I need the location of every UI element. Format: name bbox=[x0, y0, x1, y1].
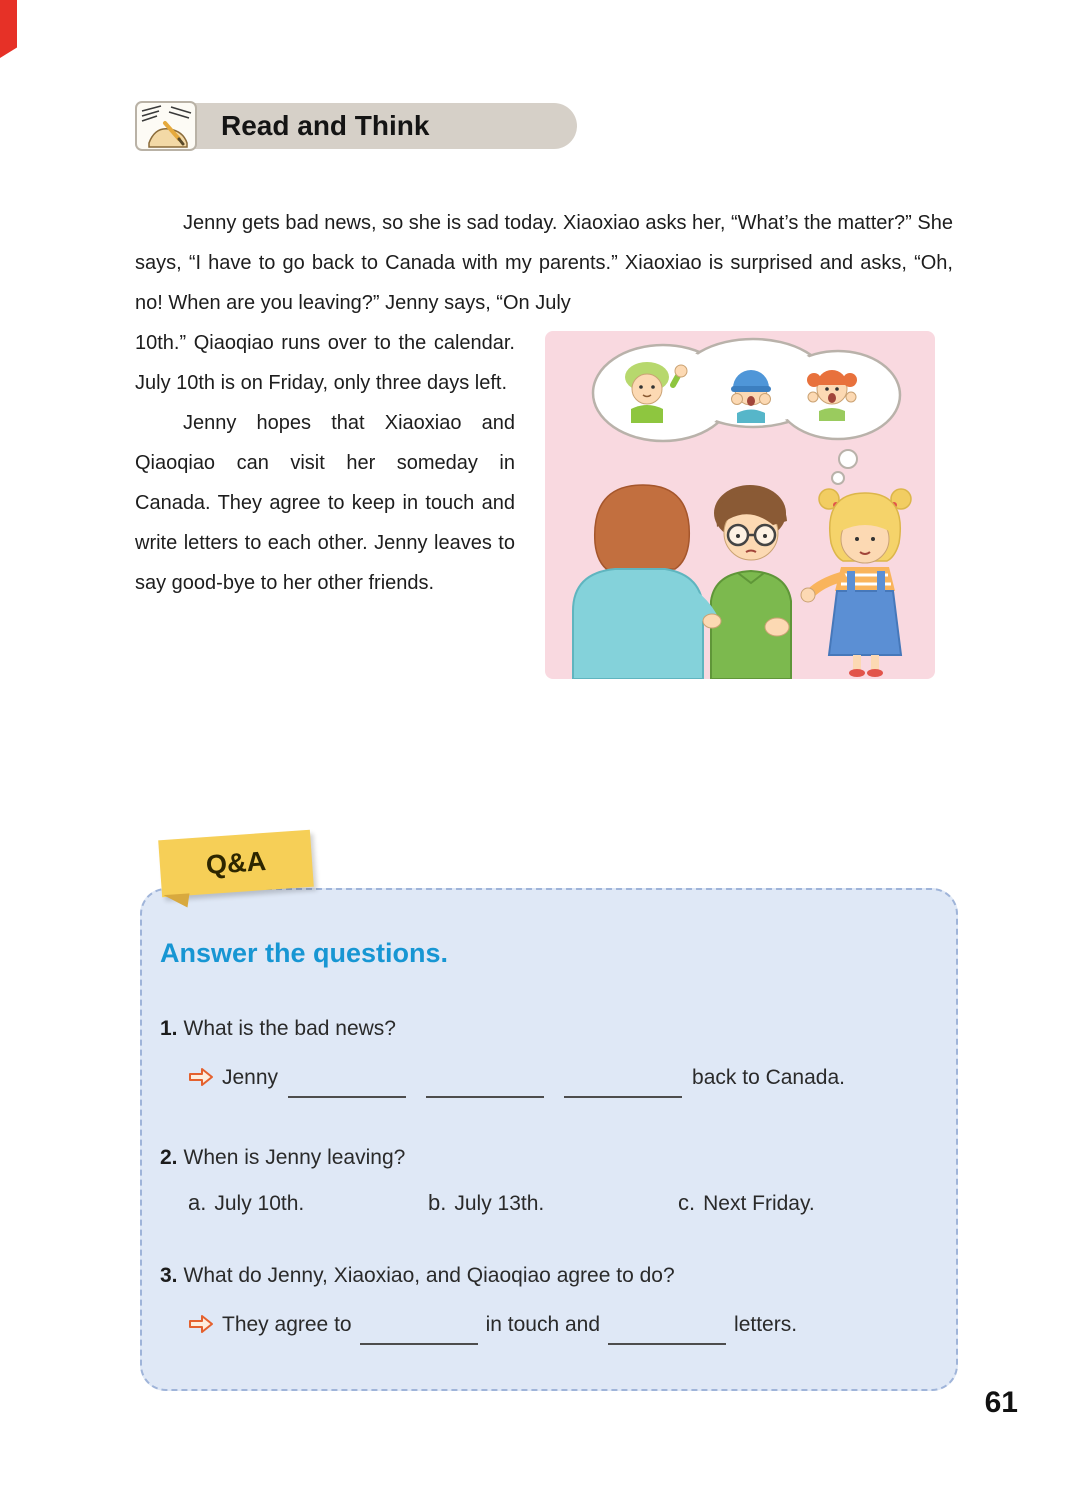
read-and-write-icon bbox=[135, 99, 199, 153]
right-arrow-icon bbox=[188, 1311, 214, 1345]
question-1 bbox=[160, 1013, 916, 1098]
option-b-label: b. bbox=[428, 1190, 447, 1215]
question-1-text: What is the bad news? bbox=[183, 1017, 396, 1040]
section-banner bbox=[159, 103, 577, 149]
question-2-number: 2. bbox=[160, 1146, 178, 1169]
answer-blank bbox=[288, 1076, 406, 1098]
question-2-text: When is Jenny leaving? bbox=[183, 1146, 406, 1169]
passage-paragraph-2: Jenny hopes that Xiaoxiao and Qiaoqiao can visit her someday in Canada. They agree to keep in touch and write letters to each other. Jenny leaves to say good-bye to her other friends. bbox=[135, 412, 515, 594]
question-2 bbox=[160, 1142, 916, 1216]
reading-passage bbox=[135, 203, 953, 679]
qa-sticky-label: Q&A bbox=[204, 845, 267, 881]
option-c-text: Next Friday. bbox=[703, 1192, 815, 1215]
q3-answer-part1: They agree to bbox=[222, 1313, 352, 1336]
question-3-text: What do Jenny, Xiaoxiao, and Qiaoqiao agree to do? bbox=[183, 1264, 675, 1287]
answer-blank bbox=[608, 1323, 726, 1345]
q3-answer-part3: letters. bbox=[734, 1313, 798, 1336]
option-a bbox=[188, 1190, 428, 1216]
option-b-text: July 13th. bbox=[454, 1192, 545, 1215]
passage-wrap-row bbox=[135, 323, 953, 679]
section-title: Read and Think bbox=[221, 110, 430, 141]
qa-box bbox=[140, 888, 958, 1391]
qa-section bbox=[140, 835, 958, 1391]
question-3-number: 3. bbox=[160, 1264, 178, 1287]
q3-answer-part2: in touch and bbox=[485, 1313, 601, 1336]
q1-answer-prefix: Jenny bbox=[222, 1066, 279, 1089]
question-2-options bbox=[160, 1190, 916, 1216]
question-3 bbox=[160, 1260, 916, 1345]
answer-blank bbox=[426, 1076, 544, 1098]
passage-paragraph-1: Jenny gets bad news, so she is sad today. Xiaoxiao asks her, “What’s the matter?” She says, “I have to go back to Canada with my parents.” Xiaoxiao is surprised and asks, “Oh, no! When are you leaving?” Jenny says, “On July bbox=[135, 212, 953, 314]
option-c-label: c. bbox=[678, 1190, 696, 1215]
qa-instructions: Answer the questions. bbox=[160, 938, 449, 968]
section-header bbox=[135, 99, 577, 153]
qa-sticky-note bbox=[158, 830, 314, 897]
option-a-text: July 10th. bbox=[214, 1192, 305, 1215]
red-corner-accent bbox=[0, 0, 17, 58]
answer-blank bbox=[564, 1076, 682, 1098]
question-1-answer-line bbox=[160, 1061, 916, 1098]
q1-answer-suffix: back to Canada. bbox=[692, 1066, 845, 1089]
option-a-label: a. bbox=[188, 1190, 207, 1215]
answer-blank bbox=[360, 1323, 478, 1345]
question-1-number: 1. bbox=[160, 1017, 178, 1040]
passage-paragraph-1-continued: 10th.” Qiaoqiao runs over to the calendar. July 10th is on Friday, only three days left. bbox=[135, 332, 515, 394]
page-number: 61 bbox=[984, 1386, 1018, 1419]
right-arrow-icon bbox=[188, 1064, 214, 1098]
option-c bbox=[678, 1190, 815, 1216]
option-b bbox=[428, 1190, 678, 1216]
passage-narrow-column bbox=[135, 323, 515, 603]
story-illustration bbox=[545, 331, 935, 679]
question-3-answer-line bbox=[160, 1308, 916, 1345]
